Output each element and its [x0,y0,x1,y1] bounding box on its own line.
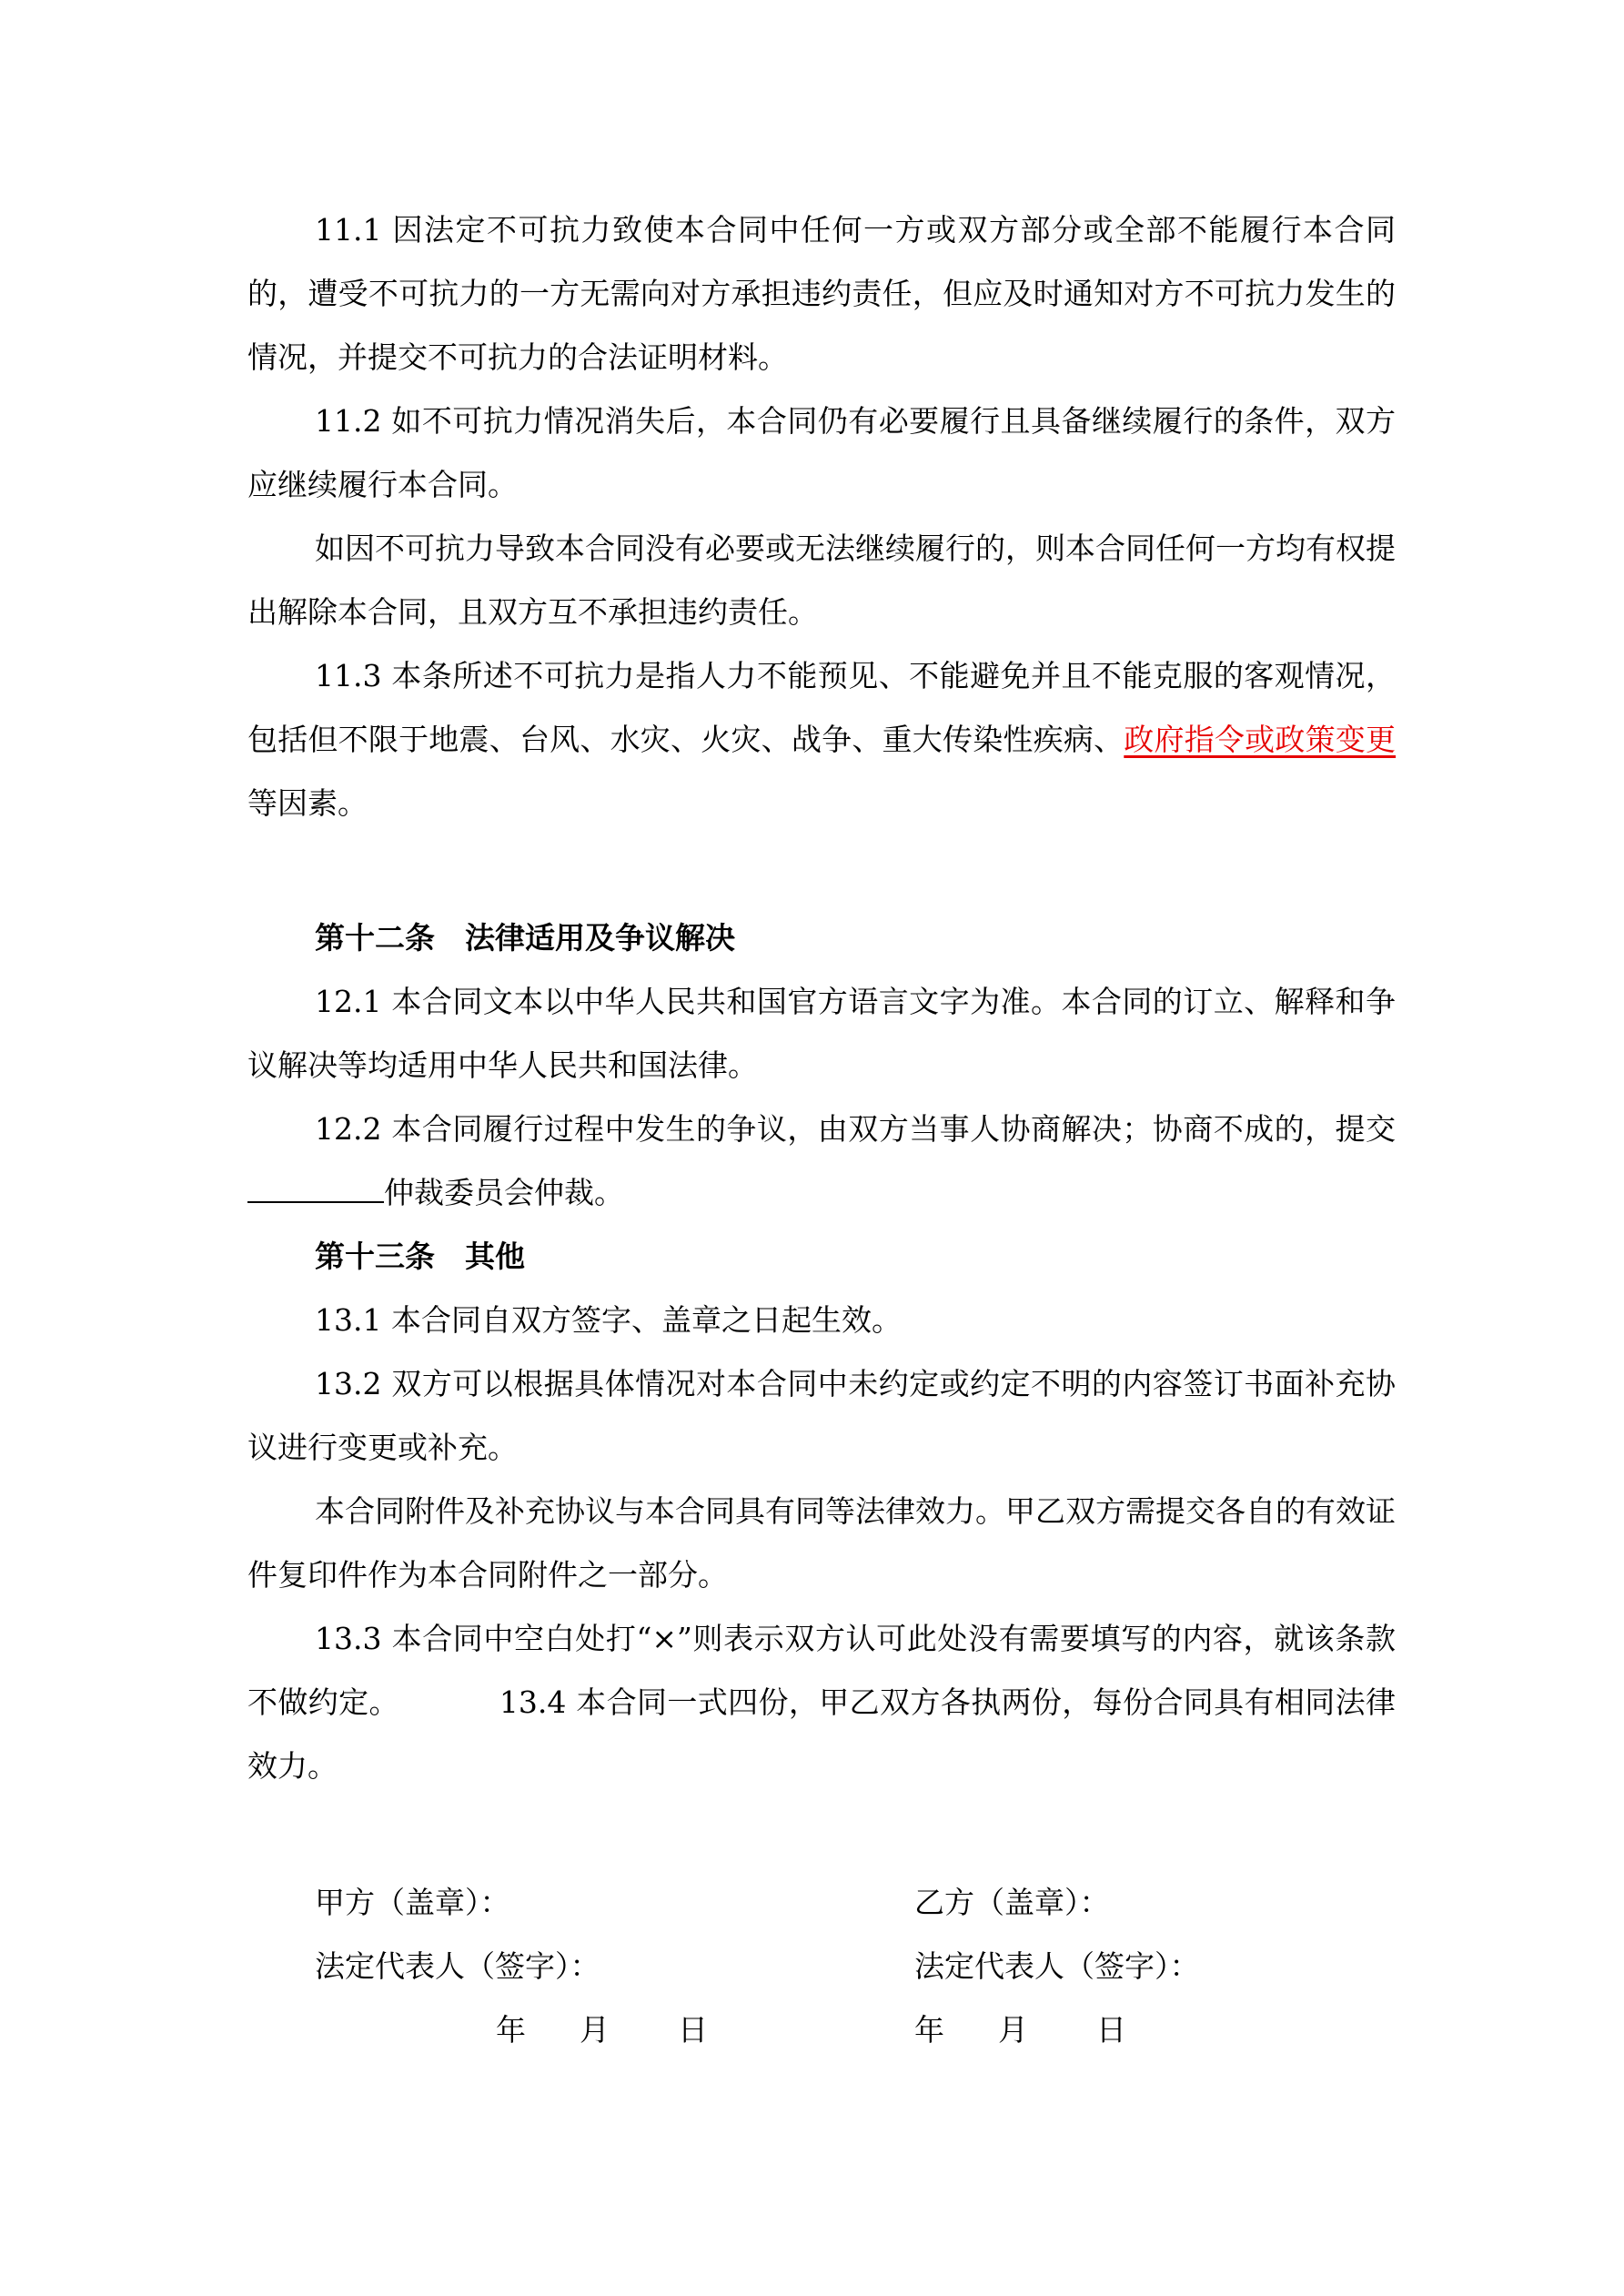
clause-13-3-text: 13.3 本合同中空白处打“×”则表示双方认可此处没有需要填写的内容，就该条款不做约定。 [247,1621,1396,1720]
party-a-date-year: 年 [496,2012,526,2048]
clause-11-3-text: 11.3 本条所述不可抗力是指人力不能预见、不能避免并且不能克服的客观情况，包括但不限于地震、台风、水灾、火灾、战争、重大传染性疾病、 [247,658,1396,757]
clause-13-3 [247,1607,1396,1798]
highlighted-revision: 政府指令或政策变更 [1124,722,1397,757]
party-b-date-year: 年 [914,2012,944,2048]
clause-12-2-tail: 仲裁委员会仲裁。 [384,1175,624,1210]
party-b-date-day: 日 [1096,2012,1126,2048]
clause-11-2: 11.2 如不可抗力情况消失后，本合同仍有必要履行且具备继续履行的条件，双方应继续履行本合同。 [247,403,1396,502]
clause-11-2-cont: 如因不可抗力导致本合同没有必要或无法继续履行的，则本合同任何一方均有权提出解除本合同，且双方互不承担违约责任。 [247,531,1396,630]
clause-13-1: 13.1 本合同自双方签字、盖章之日起生效。 [315,1302,902,1338]
clause-13-2: 13.2 双方可以根据具体情况对本合同中未约定或约定不明的内容签订书面补充协议进行变更或补充。 [247,1366,1396,1465]
party-a-date-day: 日 [678,2012,708,2048]
clause-11-1: 11.1 因法定不可抗力致使本合同中任何一方或双方部分或全部不能履行本合同的，遭受不可抗力的一方无需向对方承担违约责任，但应及时通知对方不可抗力发生的情况，并提交不可抗力的合法证明材料。 [247,212,1396,375]
party-a-rep-label: 法定代表人（签字）： [315,1948,600,1984]
article-13-heading: 第十三条 其他 [315,1239,525,1274]
clause-13-2-cont: 本合同附件及补充协议与本合同具有同等法律效力。甲乙双方需提交各自的有效证件复印件作为本合同附件之一部分。 [247,1493,1396,1593]
party-a-seal-label: 甲方（盖章）： [315,1885,510,1920]
clause-12-2-text: 12.2 本合同履行过程中发生的争议，由双方当事人协商解决；协商不成的，提交 [315,1111,1396,1147]
clause-12-2 [247,1097,1396,1225]
party-b-date-month: 月 [998,2012,1028,2048]
party-b-rep-label: 法定代表人（签字）： [914,1948,1200,1984]
party-b-seal-label: 乙方（盖章）： [914,1885,1110,1920]
clause-11-3 [247,644,1396,835]
article-12-heading: 第十二条 法律适用及争议解决 [315,920,735,956]
clause-12-1: 12.1 本合同文本以中华人民共和国官方语言文字为准。本合同的订立、解释和争议解决等均适用中华人民共和国法律。 [247,984,1396,1083]
arbitration-blank-field [247,1174,384,1203]
clause-13-4-text: 13.4 本合同一式四份，甲乙双方各执两份，每份合同具有相同法律效力。 [247,1684,1397,1784]
clause-11-3-tail: 等因素。 [247,785,368,821]
party-a-date-month: 月 [580,2012,610,2048]
